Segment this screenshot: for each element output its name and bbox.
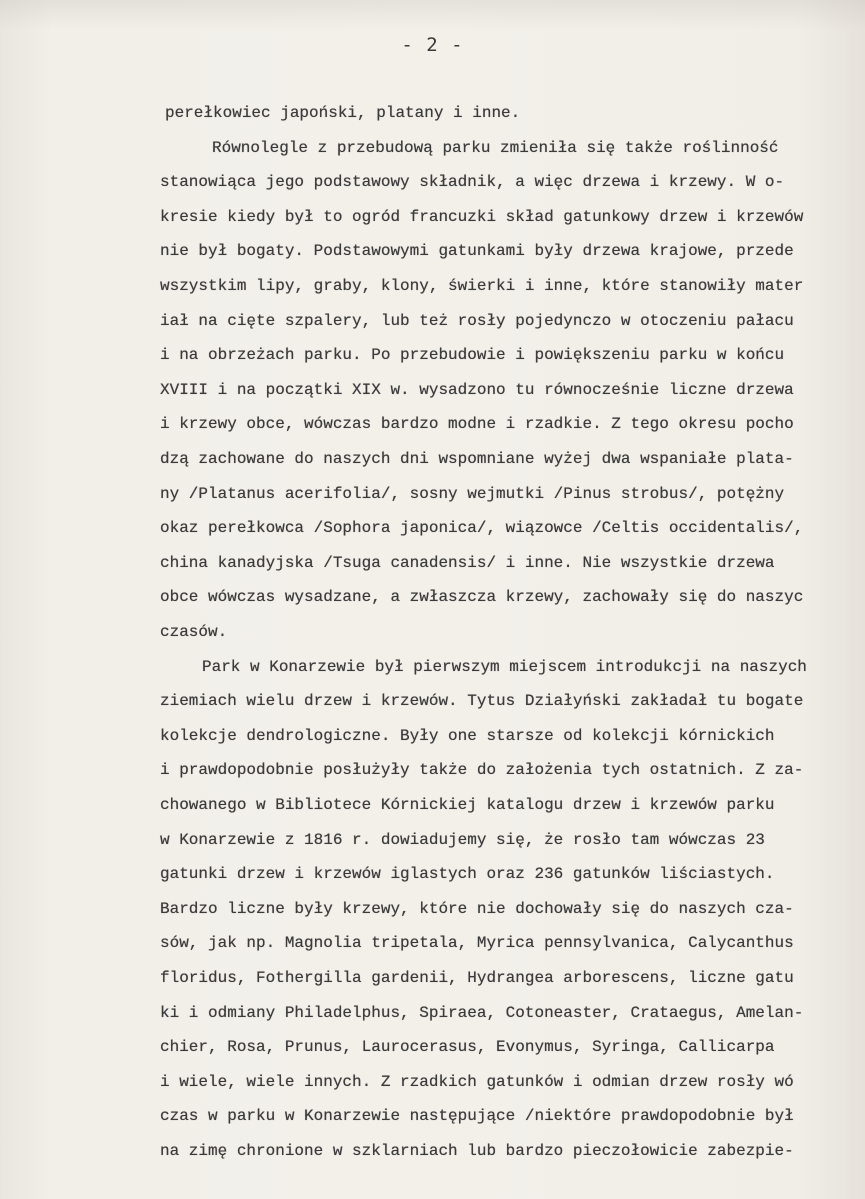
text-line: ziemiach wielu drzew i krzewów. Tytus Działyński zakładał tu bogate: [160, 692, 804, 711]
text-line: i wiele, wiele innych. Z rzadkich gatunków i odmian drzew rosły wó: [160, 1072, 794, 1091]
text-line: chowanego w Bibliotece Kórnickiej katalogu drzew i krzewów parku: [160, 796, 775, 814]
text-line: i na obrzeżach parku. Po przebudowie i powiększeniu parku w końcu: [160, 346, 785, 365]
text-line: czas w parku w Konarzewie następujące /niektóre prawdopodobnie był: [160, 1107, 794, 1126]
text-line: chier, Rosa, Prunus, Laurocerasus, Evonymus, Syringa, Callicarpa: [160, 1038, 775, 1057]
text-line: kresie kiedy był to ogród francuzki skład gatunkowy drzew i krzewów: [160, 207, 804, 226]
text-line: iał na cięte szpalery, lub też rosły pojedynczo w otoczeniu pałacu: [160, 311, 794, 330]
text-line: na zimę chronione w szklarniach lub bardzo pieczołowicie zabezpie-: [160, 1142, 794, 1160]
text-line: w Konarzewie z 1816 r. dowiadujemy się, że rosło tam wówczas 23: [160, 830, 765, 849]
text-line: ki i odmiany Philadelphus, Spiraea, Cotoneaster, Crataegus, Amelan-: [160, 1003, 804, 1022]
text-line: i prawdopodobnie posłużyły także do założenia tych ostatnich. Z za-: [160, 761, 804, 780]
text-line: czasów.: [160, 623, 228, 641]
text-line: i krzewy obce, wówczas bardzo modne i rzadkie. Z tego okresu pocho: [160, 415, 794, 434]
text-line: Park w Konarzewie był pierwszym miejscem introdukcji na naszych: [202, 657, 807, 676]
text-line: Bardzo liczne były krzewy, które nie dochowały się do naszych cza-: [160, 899, 794, 918]
text-line: stanowiąca jego podstawowy składnik, a więc drzewa i krzewy. W o-: [160, 173, 785, 192]
scan-shadow: [0, 0, 865, 30]
text-line: gatunki drzew i krzewów iglastych oraz 236 gatunków liściastych.: [160, 865, 775, 884]
page-number: - 2 -: [401, 34, 464, 56]
text-line: kolekcje dendrologiczne. Były one starsze od kolekcji kórnickich: [160, 726, 775, 745]
text-line: ny /Platanus acerifolia/, sosny wejmutki /Pinus strobus/, potężny: [160, 484, 785, 503]
text-line: XVIII i na początki XIX w. wysadzono tu równocześnie liczne drzewa: [160, 380, 794, 399]
text-line: nie był bogaty. Podstawowymi gatunkami były drzewa krajowe, przede: [160, 242, 794, 261]
text-line: sów, jak np. Magnolia tripetala, Myrica pennsylvanica, Calycanthus: [160, 934, 794, 953]
text-line: obce wówczas wysadzane, a zwłaszcza krzewy, zachowały się do naszyc: [160, 588, 804, 607]
text-line: dzą zachowane do naszych dni wspomniane wyżej dwa wspaniałe plata-: [160, 450, 794, 468]
text-line: china kanadyjska /Tsuga canadensis/ i inne. Nie wszystkie drzewa: [160, 553, 775, 572]
text-line: perełkowiec japoński, platany i inne.: [165, 104, 521, 122]
text-line: okaz perełkowca /Sophora japonica/, wiązowce /Celtis occidentalis/,: [160, 519, 804, 538]
text-line: floridus, Fothergilla gardenii, Hydrangea arborescens, liczne gatu: [160, 969, 794, 987]
text-line: Równolegle z przebudową parku zmieniła się także roślinność: [212, 138, 779, 157]
text-line: wszystkim lipy, graby, klony, świerki i inne, które stanowiły mater: [160, 277, 804, 295]
